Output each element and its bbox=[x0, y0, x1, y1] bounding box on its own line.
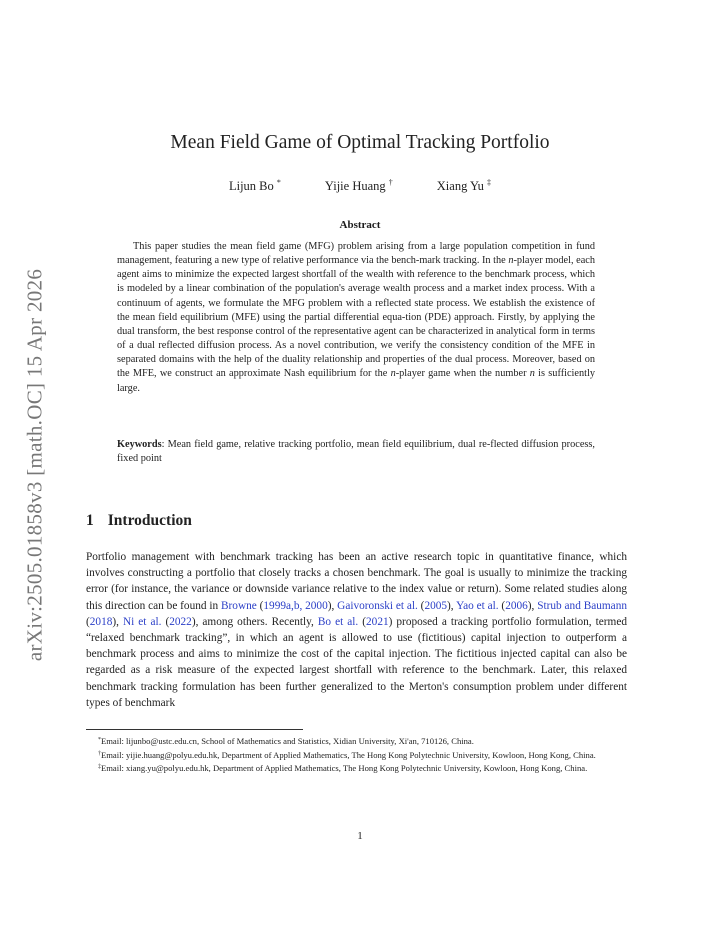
author-footnote-mark[interactable]: * bbox=[276, 178, 281, 187]
author-list bbox=[0, 178, 720, 194]
intro-text: ( bbox=[86, 615, 90, 628]
citation-link[interactable]: Strub and Baumann bbox=[537, 599, 627, 612]
author-name: Yijie Huang bbox=[324, 179, 386, 193]
footnotes bbox=[86, 734, 627, 775]
footnote-text: Email: yijie.huang@polyu.edu.hk, Department of Applied Mathematics, The Hong Kong Polytechnic University, Kowloon, Hong Kong, China. bbox=[101, 749, 596, 760]
citation-link[interactable]: 2018 bbox=[89, 615, 113, 628]
citation-link[interactable]: 2022 bbox=[169, 615, 192, 628]
author-footnote-mark[interactable]: ‡ bbox=[487, 178, 492, 187]
footnote-text: Email: lijunbo@ustc.edu.cn, School of Mathematics and Statistics, Xidian University, Xi'an, 710126, China. bbox=[101, 736, 474, 746]
footnote bbox=[86, 734, 627, 748]
footnote-mark: * bbox=[98, 737, 101, 743]
section-title: Introduction bbox=[107, 512, 192, 529]
page-number: 1 bbox=[357, 830, 363, 842]
intro-text: ), bbox=[327, 599, 338, 612]
abstract-segment: -player game when the number bbox=[395, 368, 530, 380]
section-number: 1 bbox=[86, 512, 94, 529]
intro-text: ( bbox=[161, 615, 170, 628]
keywords-text: : Mean field game, relative tracking portfolio, mean field equilibrium, dual re-flected diffusion process, fixed point bbox=[117, 439, 595, 465]
citation-link[interactable]: Browne bbox=[221, 599, 257, 612]
math-symbol-n: n bbox=[508, 255, 514, 267]
intro-text: ) proposed a tracking portfolio formulation, termed “relaxed benchmark tracking”, in which an agent is allowed to use (fictitious) capital injection to outperform a benchmark process and aims to minimize the cost of the capital injection. The fictitious injected capital can also be regarded as a risk measure of the expected largest shortfall with reference to the benchmark. Later, this relaxed benchmark tracking formulation has been further generalized to the Merton's consumption problem under different types of benchmark bbox=[86, 615, 627, 709]
abstract-segment: -player model, each agent aims to minimize the expected largest shortfall of the wealth with reference to the benchmark process, which is modeled by a linear combination of the population's average wealth process and a market index process. With a continuum of agents, we formulate the MFG problem with a reflected state process. We establish the existence of the mean field equilibrium (MFE) using the partial differential equa-tion (PDE) approach. Firstly, by applying the dual transform, the best response control of the representative agent can be characterized in analytical form in terms of a dual reflected diffusion process. As a novel contribution, we verify the consistency condition of the MFE in separated domains with the help of the duality relationship and properties of the dual process. Moreover, based on the MFE, we construct an approximate Nash equilibrium for the bbox=[117, 255, 595, 380]
intro-text: ( bbox=[358, 615, 367, 628]
citation-link[interactable]: Ni et al. bbox=[122, 615, 162, 628]
citation-link[interactable]: Bo et al. bbox=[317, 615, 359, 628]
abstract-heading: Abstract bbox=[339, 219, 381, 231]
intro-text: ( bbox=[498, 599, 506, 612]
author-name: Lijun Bo bbox=[228, 179, 274, 193]
section-heading-introduction bbox=[86, 512, 192, 530]
footnote-mark: ‡ bbox=[98, 764, 101, 771]
abstract-segment: is sufficiently large. bbox=[117, 368, 595, 394]
keywords-label: Keywords bbox=[117, 439, 162, 450]
intro-text: ( bbox=[417, 599, 425, 612]
citation-link[interactable]: Yao et al. bbox=[456, 599, 499, 612]
citation-link[interactable]: 2005 bbox=[424, 599, 448, 612]
intro-text: ), bbox=[527, 599, 538, 612]
citation-link[interactable]: 2006 bbox=[505, 599, 528, 612]
paper-title: Mean Field Game of Optimal Tracking Portfolio bbox=[170, 132, 550, 153]
footnote-divider bbox=[86, 729, 303, 730]
footnote-mark: † bbox=[98, 750, 101, 757]
arxiv-identifier-stamp[interactable]: arXiv:2505.01858v3 [math.OC] 15 Apr 2026 bbox=[22, 268, 47, 662]
intro-text: ), bbox=[112, 615, 123, 628]
citation-link[interactable]: 1999a,b, 2000 bbox=[263, 599, 328, 612]
intro-text: ), among others. Recently, bbox=[191, 615, 318, 628]
intro-text: ), bbox=[447, 599, 457, 612]
citation-link[interactable]: 2021 bbox=[366, 615, 389, 628]
author bbox=[325, 178, 393, 194]
citation-link[interactable]: Gaivoronski et al. bbox=[337, 599, 418, 612]
author-footnote-mark[interactable]: † bbox=[388, 178, 393, 187]
footnote bbox=[86, 748, 627, 762]
abstract-segment: This paper studies the mean field game (MFG) problem arising from a large population competition in fund management, featuring a new type of relative performance via the bench-mark tracking. In the bbox=[117, 241, 595, 267]
math-symbol-n: n bbox=[390, 368, 396, 380]
footnote-text: Email: xiang.yu@polyu.edu.hk, Department of Applied Mathematics, The Hong Kong Polytechnic University, Kowloon, Hong Kong, China. bbox=[101, 763, 588, 774]
abstract-text bbox=[117, 240, 595, 396]
introduction-paragraph bbox=[86, 549, 627, 711]
math-symbol-n: n bbox=[529, 368, 535, 380]
keywords-paragraph bbox=[117, 438, 595, 466]
footnote bbox=[86, 761, 627, 775]
author bbox=[437, 178, 491, 194]
intro-text: Portfolio management with benchmark tracking has been an active research topic in quantitative finance, which involves constructing a portfolio that closely tracks a chosen benchmark. The goal is usually to minimize the tracking error (for instance, the variance or downside variance relative to the index value or return). Some related studies along this direction can be found in bbox=[86, 551, 627, 612]
author bbox=[229, 178, 281, 194]
author-name: Xiang Yu bbox=[436, 179, 484, 193]
intro-text: ( bbox=[256, 599, 264, 612]
